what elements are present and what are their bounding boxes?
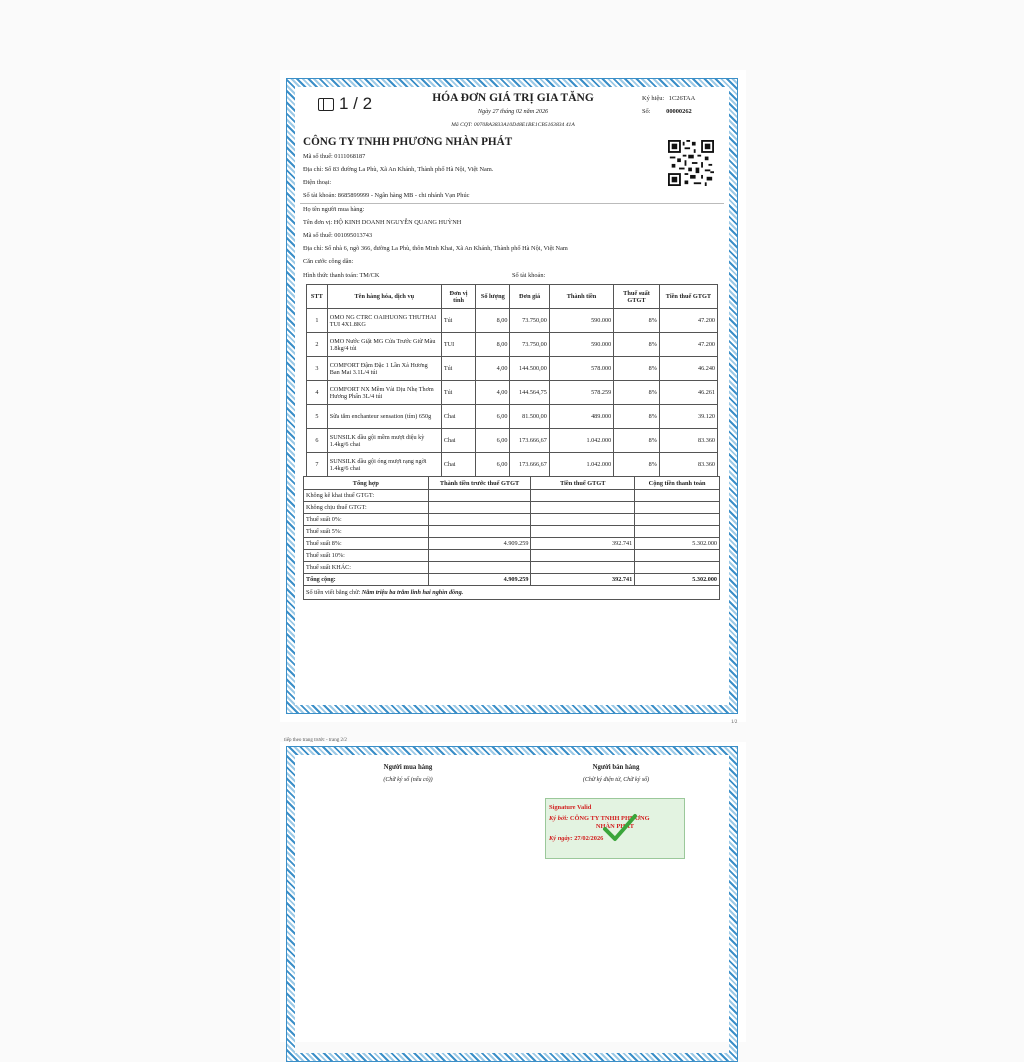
cell-price: 81.500,00 bbox=[510, 405, 549, 429]
summary-pretax bbox=[428, 526, 531, 538]
summary-row bbox=[304, 550, 720, 562]
summary-tax bbox=[531, 526, 635, 538]
items-table bbox=[306, 284, 718, 477]
cell-tax-rate: 8% bbox=[614, 453, 660, 477]
summary-pretax bbox=[428, 514, 531, 526]
cell-price: 173.666,67 bbox=[510, 453, 549, 477]
buyer-sign-note: (Chữ ký số (nếu có)) bbox=[383, 777, 433, 783]
cell-amount: 489.000 bbox=[549, 405, 613, 429]
cell-price: 173.666,67 bbox=[510, 429, 549, 453]
cell-stt: 6 bbox=[307, 429, 328, 453]
summary-total: 5.302.000 bbox=[635, 574, 720, 586]
cell-tax-amount: 83.360 bbox=[659, 453, 717, 477]
table-row bbox=[307, 309, 718, 333]
buyer-unit: Tên đơn vị: HỘ KINH DOANH NGUYỄN QUANG HUỲNH bbox=[303, 219, 462, 226]
invoice-title: HÓA ĐƠN GIÁ TRỊ GIA TĂNG bbox=[432, 92, 594, 104]
summary-header-group: Tổng hợp bbox=[304, 477, 429, 490]
summary-label: Không kê khai thuế GTGT: bbox=[304, 490, 429, 502]
cell-amount: 1.042.000 bbox=[549, 453, 613, 477]
cell-amount: 590.000 bbox=[549, 333, 613, 357]
table-row bbox=[307, 453, 718, 477]
seller-tax-code: Mã số thuế: 0111068187 bbox=[303, 153, 366, 160]
summary-row bbox=[304, 490, 720, 502]
cell-tax-amount: 46.240 bbox=[659, 357, 717, 381]
summary-total bbox=[635, 490, 720, 502]
summary-pretax: 4.909.259 bbox=[428, 574, 531, 586]
table-row bbox=[307, 405, 718, 429]
cell-qty: 4,00 bbox=[476, 357, 510, 381]
buyer-account: Số tài khoản: bbox=[512, 272, 546, 279]
cell-unit: Túi bbox=[441, 309, 475, 333]
payment-method: Hình thức thanh toán: TM/CK bbox=[303, 272, 380, 279]
summary-label: Thuế suất 0%: bbox=[304, 514, 429, 526]
digital-signature-stamp[interactable] bbox=[545, 798, 685, 859]
seller-phone: Điện thoại: bbox=[303, 179, 332, 186]
signed-date-label: Ký ngày: bbox=[549, 835, 573, 842]
seller-sign-title: Người bán hàng bbox=[592, 764, 640, 771]
items-header-row bbox=[307, 285, 718, 309]
amount-in-words-row bbox=[304, 586, 720, 600]
summary-pretax bbox=[428, 550, 531, 562]
summary-row bbox=[304, 514, 720, 526]
signed-by-value-1: CÔNG TY TNHH PHƯƠNG bbox=[569, 815, 650, 822]
cell-tax-rate: 8% bbox=[614, 333, 660, 357]
buyer-tax-code: Mã số thuế: 001095013743 bbox=[303, 232, 373, 239]
cell-amount: 578.000 bbox=[549, 357, 613, 381]
summary-tax bbox=[531, 550, 635, 562]
seller-name: CÔNG TY TNHH PHƯƠNG NHÀN PHÁT bbox=[303, 136, 513, 148]
cell-qty: 6,00 bbox=[476, 429, 510, 453]
summary-header-tax: Tiền thuế GTGT bbox=[531, 477, 635, 490]
summary-row bbox=[304, 538, 720, 550]
table-row bbox=[307, 333, 718, 357]
cell-price: 144.500,00 bbox=[510, 357, 549, 381]
summary-pretax bbox=[428, 562, 531, 574]
summary-label: Tổng cộng: bbox=[304, 574, 429, 586]
cell-name: COMFORT Đậm Đặc 1 Lần Xả Hương Ban Mai 3.1L/4 túi bbox=[327, 357, 441, 381]
summary-label: Thuế suất 5%: bbox=[304, 526, 429, 538]
cell-tax-amount: 47.200 bbox=[659, 309, 717, 333]
seller-account: Số tài khoản: 8685899999 - Ngân hàng MB - chi nhánh Vạn Phúc bbox=[303, 192, 470, 199]
signed-by-label: Ký bởi: bbox=[549, 815, 569, 822]
cell-tax-rate: 8% bbox=[614, 405, 660, 429]
invoice-page-2 bbox=[280, 738, 746, 1042]
signed-date-value: 27/02/2026 bbox=[574, 835, 604, 842]
qr-code-icon bbox=[668, 140, 714, 186]
summary-row bbox=[304, 562, 720, 574]
summary-pretax: 4.909.259 bbox=[428, 538, 531, 550]
table-row bbox=[307, 381, 718, 405]
page-number: 1/2 bbox=[731, 720, 738, 725]
cell-unit: Túi bbox=[441, 357, 475, 381]
cell-name: SUNSILK dầu gội óng mượt rạng ngời 1.4kg/6 chai bbox=[327, 453, 441, 477]
invoice-page-1 bbox=[280, 70, 746, 725]
summary-tax bbox=[531, 490, 635, 502]
number-row bbox=[642, 108, 692, 115]
cell-tax-amount: 39.120 bbox=[659, 405, 717, 429]
cell-tax-rate: 8% bbox=[614, 309, 660, 333]
summary-pretax bbox=[428, 490, 531, 502]
summary-tax bbox=[531, 514, 635, 526]
summary-total-row bbox=[304, 574, 720, 586]
header-price: Đơn giá bbox=[510, 285, 549, 309]
cell-amount: 1.042.000 bbox=[549, 429, 613, 453]
cell-price: 144.564,75 bbox=[510, 381, 549, 405]
summary-row bbox=[304, 502, 720, 514]
amount-in-words-value: Năm triệu ba trăm linh hai nghìn đồng. bbox=[361, 589, 464, 596]
summary-label: Thuế suất 8%: bbox=[304, 538, 429, 550]
cell-tax-rate: 8% bbox=[614, 381, 660, 405]
cell-qty: 4,00 bbox=[476, 381, 510, 405]
cell-unit: Chai bbox=[441, 429, 475, 453]
cell-unit: Chai bbox=[441, 405, 475, 429]
cell-tax-rate: 8% bbox=[614, 429, 660, 453]
cell-qty: 8,00 bbox=[476, 333, 510, 357]
summary-label: Thuế suất KHÁC: bbox=[304, 562, 429, 574]
symbol-label: Ký hiệu: bbox=[642, 95, 665, 102]
cell-name: SUNSILK dầu gội mềm mượt diệu kỳ 1.4kg/6 chai bbox=[327, 429, 441, 453]
buyer-sign-title: Người mua hàng bbox=[383, 764, 433, 771]
summary-total: 5.302.000 bbox=[635, 538, 720, 550]
number-label: Số: bbox=[642, 108, 651, 115]
cell-price: 73.750,00 bbox=[510, 309, 549, 333]
summary-table bbox=[303, 476, 720, 600]
signed-by-value-2: NHÀN PHÁT bbox=[595, 823, 635, 830]
cell-name: OMO Nước Giặt MG Cửa Trước Giữ Màu 1.8kg/4 túi bbox=[327, 333, 441, 357]
checkmark-icon bbox=[602, 813, 638, 843]
summary-total bbox=[635, 514, 720, 526]
header-qty: Số lượng bbox=[476, 285, 510, 309]
divider bbox=[300, 203, 724, 204]
cell-unit: TUI bbox=[441, 333, 475, 357]
cell-stt: 7 bbox=[307, 453, 328, 477]
cell-name: Sữa tắm enchanteur sensation (tím) 650g bbox=[327, 405, 441, 429]
header-stt: STT bbox=[307, 285, 328, 309]
cell-stt: 4 bbox=[307, 381, 328, 405]
cell-unit: Chai bbox=[441, 453, 475, 477]
cell-stt: 1 bbox=[307, 309, 328, 333]
symbol-row bbox=[642, 95, 695, 102]
summary-total bbox=[635, 562, 720, 574]
cell-amount: 578.259 bbox=[549, 381, 613, 405]
number-value: 00000262 bbox=[666, 108, 692, 115]
summary-label: Thuế suất 10%: bbox=[304, 550, 429, 562]
cell-qty: 8,00 bbox=[476, 309, 510, 333]
amount-in-words-label: Số tiền viết bằng chữ: bbox=[306, 589, 361, 596]
cell-price: 73.750,00 bbox=[510, 333, 549, 357]
table-row bbox=[307, 357, 718, 381]
table-row bbox=[307, 429, 718, 453]
decorative-border bbox=[286, 746, 738, 1062]
summary-tax bbox=[531, 562, 635, 574]
cell-qty: 6,00 bbox=[476, 453, 510, 477]
summary-tax: 392.741 bbox=[531, 574, 635, 586]
seller-address: Địa chỉ: Số 83 đường La Phù, Xã An Khánh, Thành phố Hà Nội, Việt Nam. bbox=[303, 166, 494, 173]
signature-valid-text: Signature Valid bbox=[549, 804, 592, 811]
invoice-date: Ngày 27 tháng 02 năm 2026 bbox=[477, 108, 549, 115]
summary-label: Không chịu thuế GTGT: bbox=[304, 502, 429, 514]
cell-tax-amount: 46.261 bbox=[659, 381, 717, 405]
summary-tax: 392.741 bbox=[531, 538, 635, 550]
cell-qty: 6,00 bbox=[476, 405, 510, 429]
summary-tax bbox=[531, 502, 635, 514]
header-tax-amount: Tiền thuế GTGT bbox=[659, 285, 717, 309]
header-tax-rate: Thuế suất GTGT bbox=[614, 285, 660, 309]
cell-unit: Túi bbox=[441, 381, 475, 405]
buyer-name: Họ tên người mua hàng: bbox=[303, 206, 365, 213]
header-unit: Đơn vị tính bbox=[441, 285, 475, 309]
header-amount: Thành tiền bbox=[549, 285, 613, 309]
buyer-id-card: Căn cước công dân: bbox=[303, 258, 354, 265]
summary-header-pretax: Thành tiền trước thuế GTGT bbox=[428, 477, 531, 490]
cqt-code: Mã CQT: 0070BA3833A10D48E1BE1CB5163834 41A bbox=[451, 122, 575, 128]
summary-total bbox=[635, 550, 720, 562]
summary-header-row bbox=[304, 477, 720, 490]
buyer-address: Địa chỉ: Số nhà 6, ngõ 366, đường La Phù, thôn Minh Khai, Xã An Khánh, Thành phố Hà Nội, Việt Nam bbox=[303, 245, 568, 252]
seller-sign-note: (Chữ ký điện tử, Chữ ký số) bbox=[582, 777, 650, 783]
summary-total bbox=[635, 502, 720, 514]
summary-total bbox=[635, 526, 720, 538]
cell-tax-amount: 47.200 bbox=[659, 333, 717, 357]
header-name: Tên hàng hóa, dịch vụ bbox=[327, 285, 441, 309]
cell-amount: 590.000 bbox=[549, 309, 613, 333]
cell-tax-rate: 8% bbox=[614, 357, 660, 381]
cell-stt: 2 bbox=[307, 333, 328, 357]
cell-tax-amount: 83.360 bbox=[659, 429, 717, 453]
summary-pretax bbox=[428, 502, 531, 514]
continued-note: tiếp theo trang trước - trang 2/2 bbox=[284, 738, 347, 743]
cell-stt: 5 bbox=[307, 405, 328, 429]
summary-row bbox=[304, 526, 720, 538]
summary-header-total: Cộng tiền thanh toán bbox=[635, 477, 720, 490]
symbol-value: 1C26TAA bbox=[668, 95, 696, 102]
cell-name: OMO NG CTRC OAIHUONG THUTHAI TUI 4X1.8KG bbox=[327, 309, 441, 333]
cell-stt: 3 bbox=[307, 357, 328, 381]
page-indicator-text: 1 / 2 bbox=[339, 94, 373, 113]
cell-name: COMFORT NX Mềm Vải Dịu Nhẹ Thơm Hương Phấn 3L/4 túi bbox=[327, 381, 441, 405]
